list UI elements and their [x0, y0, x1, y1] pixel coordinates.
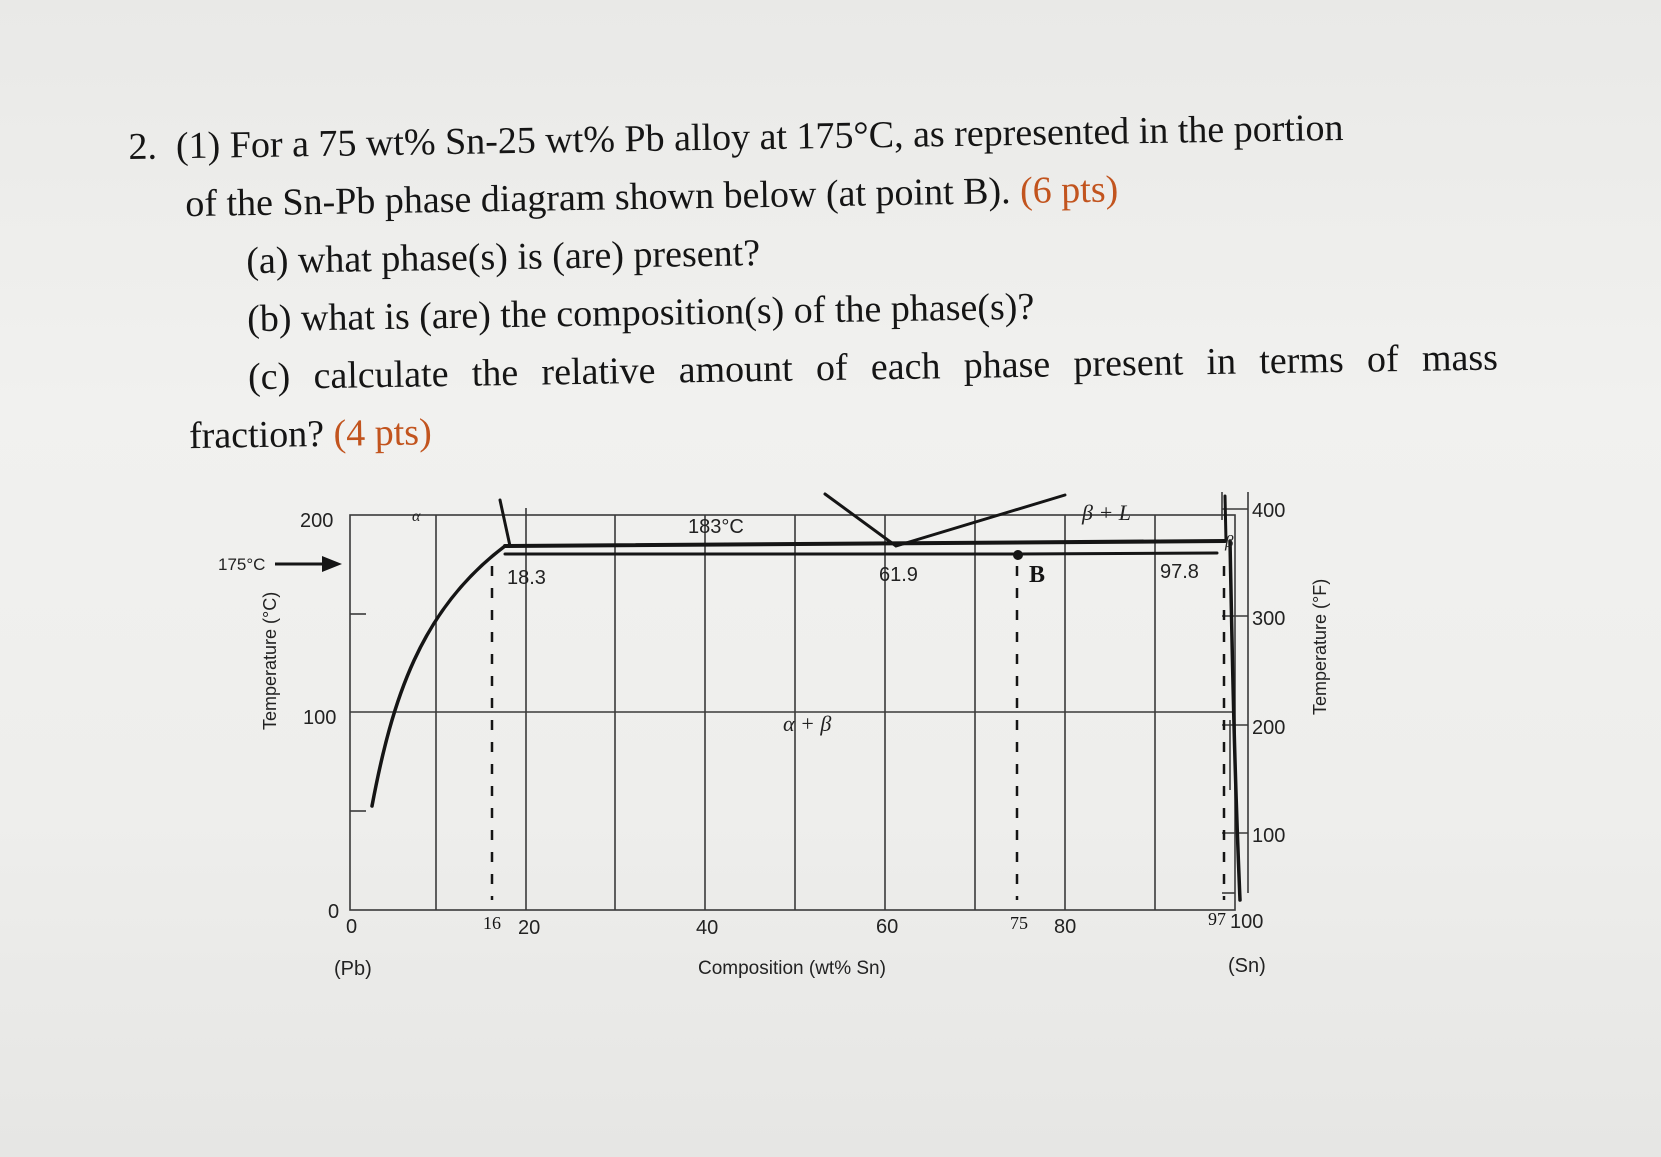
part-c-word: of: [1366, 338, 1399, 381]
part-c-word: each: [870, 345, 941, 389]
rtick-300: 300: [1252, 608, 1286, 630]
part-c-word: of: [815, 346, 848, 390]
part-a: (a) what phase(s) is (are) present?: [245, 232, 761, 283]
phase-labels: [412, 500, 1234, 736]
part-c-word: phase: [963, 343, 1051, 387]
label-175: 175°C: [218, 555, 266, 574]
xtick-20: 20: [518, 917, 541, 939]
label-beta: β: [1225, 532, 1234, 551]
part-c-word: in: [1206, 340, 1237, 384]
xtick-0: 0: [346, 916, 358, 938]
arrow-175: [275, 556, 342, 572]
label-183: 183°C: [688, 516, 744, 538]
tick-0-left: 0: [328, 901, 340, 923]
phase-boundaries: [372, 494, 1240, 900]
y-axis-left-title: Temperature (°C): [260, 591, 280, 730]
part-c-word: terms: [1258, 338, 1345, 383]
alpha-liquidus: [500, 500, 510, 546]
rtick-100: 100: [1252, 825, 1286, 847]
label-sn: (Sn): [1228, 955, 1266, 977]
part-c-word: the: [471, 351, 519, 395]
part-c-word: (c): [247, 355, 291, 399]
x-axis-title: Composition (wt% Sn): [698, 958, 886, 979]
question-intro: (1) For a 75 wt% Sn-25 wt% Pb alloy at 175°C, as represented in the portion: [175, 106, 1344, 168]
alpha-solvus: [372, 546, 505, 806]
liquidus-lines: [825, 494, 1065, 546]
label-alpha-beta: α + β: [783, 711, 832, 736]
label-alpha: α: [412, 508, 421, 525]
rtick-200: 200: [1252, 717, 1286, 739]
dashed-lines: [492, 566, 1224, 900]
label-61-9: 61.9: [879, 564, 918, 586]
hand-75: 75: [1010, 913, 1028, 933]
part-b: (b) what is (are) the composition(s) of the phase(s)?: [246, 285, 1035, 341]
question-intro-cont: of the Sn-Pb phase diagram shown below (at point B).: [185, 170, 1011, 226]
points-6: (6 pts): [1019, 168, 1119, 212]
part-c-cont: fraction?: [188, 412, 325, 458]
point-b-dot: [1013, 550, 1023, 560]
isotherm-175: [1013, 553, 1217, 554]
xtick-60: 60: [876, 916, 899, 938]
label-18-3: 18.3: [507, 567, 546, 589]
label-beta-l: β + L: [1082, 500, 1132, 525]
label-pb: (Pb): [334, 958, 372, 980]
part-c-word: calculate: [313, 352, 449, 398]
part-c-word: mass: [1421, 336, 1499, 380]
label-97-8: 97.8: [1160, 561, 1199, 583]
xtick-40: 40: [696, 917, 719, 939]
eutectic-isotherm: [505, 541, 1225, 546]
axis-labels: [218, 500, 1330, 980]
tick-100: 100: [303, 707, 337, 729]
question-number: 2.: [128, 125, 158, 168]
tick-200: 200: [300, 510, 334, 532]
xtick-100: 100: [1230, 911, 1264, 933]
part-c-word: amount: [678, 347, 793, 392]
handwritten-labels: [483, 562, 1226, 933]
xtick-80: 80: [1054, 916, 1077, 938]
part-c-word: relative: [541, 349, 656, 394]
points-4: (4 pts): [333, 411, 432, 455]
y-axis-right-title: Temperature (°F): [1310, 578, 1330, 715]
hand-16: 16: [483, 913, 501, 933]
hand-97: 97: [1208, 909, 1226, 929]
rtick-400: 400: [1252, 500, 1286, 522]
part-c-word: present: [1073, 341, 1184, 386]
label-point-b: B: [1029, 562, 1046, 588]
